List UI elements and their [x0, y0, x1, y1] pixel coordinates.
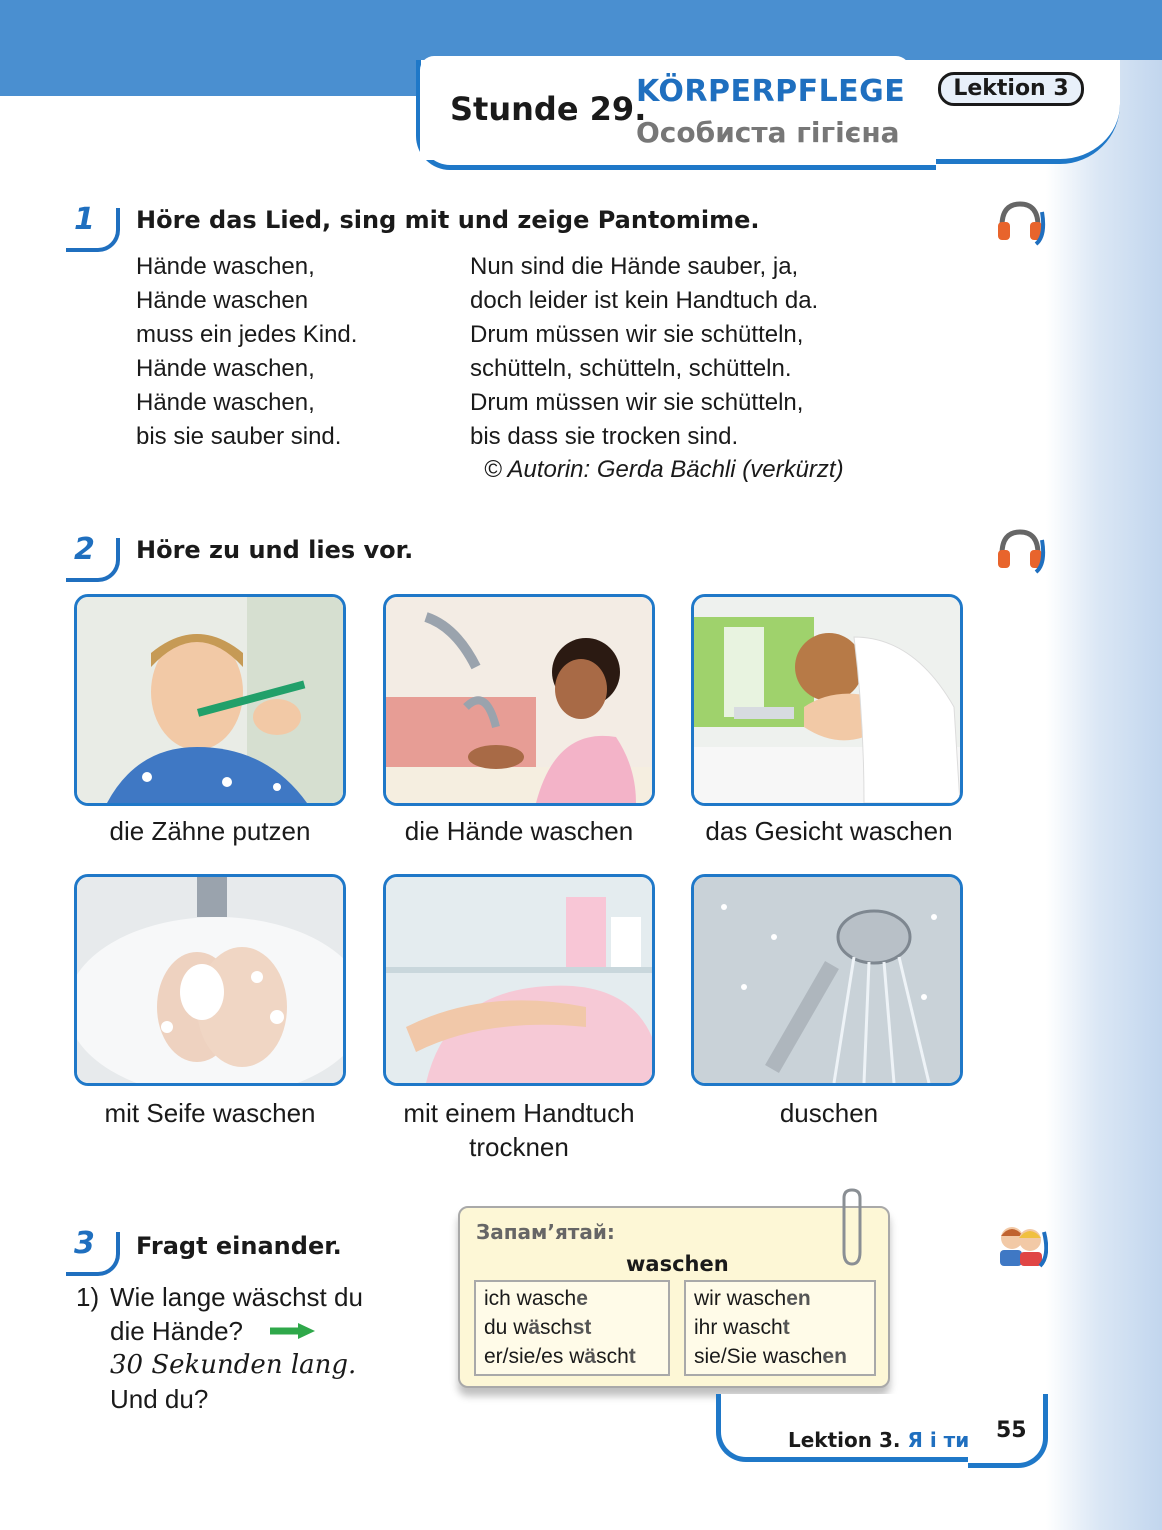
remember-title: Запам’ятай:: [476, 1220, 615, 1244]
footer-theme: Я і ти: [907, 1428, 970, 1452]
conj-stem: du w: [484, 1316, 529, 1339]
song-line: Hände waschen: [136, 287, 309, 314]
caption-handtuch-2: trocknen: [469, 1132, 569, 1162]
conj-ending: t: [782, 1316, 790, 1339]
arrow-right-icon: [268, 1322, 316, 1340]
footer-lektion: Lektion 3.: [788, 1428, 901, 1452]
answer-line: 30 Sekunden lang.: [110, 1350, 357, 1380]
top-band-right: [880, 0, 1162, 60]
photo-towel: [383, 874, 655, 1086]
side-gradient: [1046, 0, 1162, 1530]
song-line: Hände waschen,: [136, 389, 315, 416]
page-number: 55: [996, 1418, 1027, 1443]
paperclip-icon: [836, 1186, 868, 1268]
song-line: Drum müssen wir sie schütteln,: [470, 389, 804, 416]
song-line: doch leider ist kein Handtuch da.: [470, 287, 819, 314]
song-line: Hände waschen,: [136, 355, 315, 382]
headphones-icon[interactable]: [994, 524, 1046, 576]
song-line: bis dass sie trocken sind.: [470, 423, 739, 450]
conj-ending: e: [576, 1287, 588, 1310]
conj-row: [694, 1342, 866, 1371]
conj-row: [694, 1313, 866, 1342]
conj-stem: ich wasch: [484, 1287, 577, 1310]
photo-soap: [74, 874, 346, 1086]
headphones-icon[interactable]: [994, 196, 1046, 248]
conj-stem: sch: [540, 1316, 573, 1339]
task-3-instruction: Fragt einander.: [136, 1232, 342, 1260]
remember-verb: waschen: [626, 1252, 729, 1276]
song-credit: © Autorin: Gerda Bächli (verkürzt): [484, 456, 844, 483]
conj-umlaut: ä: [584, 1345, 597, 1368]
song-line: Nun sind die Hände sauber, ja,: [470, 253, 799, 280]
pair-work-icon: [994, 1216, 1048, 1270]
song-line: bis sie sauber sind.: [136, 423, 342, 450]
caption-gesicht: das Gesicht waschen: [705, 816, 953, 846]
task-number: 1: [74, 202, 95, 237]
song-column-1: [136, 250, 357, 454]
photo-brushing-teeth: [74, 594, 346, 806]
conj-ending: en: [786, 1287, 811, 1310]
conj-ending: en: [822, 1345, 847, 1368]
conj-row: [484, 1284, 660, 1313]
song-line: muss ein jedes Kind.: [136, 321, 358, 348]
song-line: schütteln, schütteln, schütteln.: [470, 355, 792, 382]
lesson-title-ua: Особиста гігієна: [636, 116, 900, 149]
task-1-badge: [66, 202, 116, 248]
conj-umlaut: ä: [528, 1316, 541, 1339]
conj-stem: er/sie/es w: [484, 1345, 585, 1368]
task-number: 2: [74, 532, 95, 567]
conj-row: [484, 1313, 660, 1342]
photo-washing-hands: [383, 594, 655, 806]
song-line: Drum müssen wir sie schütteln,: [470, 321, 804, 348]
question-number: 1): [76, 1282, 100, 1312]
song-line: Hände waschen,: [136, 253, 315, 280]
conj-stem: sie/Sie wasch: [694, 1345, 823, 1368]
photo-washing-face: [691, 594, 963, 806]
lesson-title-de: KÖRPERPFLEGE: [636, 74, 906, 109]
task-1-instruction: Höre das Lied, sing mit und zeige Pantomime.: [136, 206, 760, 234]
song-column-2: [470, 250, 818, 454]
task-number: 3: [74, 1226, 95, 1261]
conj-stem: sch: [596, 1345, 629, 1368]
caption-zaehne: die Zähne putzen: [109, 816, 311, 846]
caption-seife: mit Seife waschen: [104, 1098, 316, 1128]
task-2-instruction: Höre zu und lies vor.: [136, 536, 414, 564]
caption-handtuch-1: mit einem Handtuch: [403, 1098, 635, 1128]
question-line-1: Wie lange wäschst du: [110, 1282, 363, 1312]
task-3-badge: [66, 1226, 116, 1272]
conj-stem: wir wasch: [694, 1287, 787, 1310]
photo-shower: [691, 874, 963, 1086]
task-2-badge: [66, 532, 116, 578]
conj-row: [694, 1284, 866, 1313]
footer-text: [788, 1428, 969, 1452]
conjugation-singular: [474, 1280, 670, 1376]
lektion-tag: Lektion 3: [938, 72, 1084, 106]
question-line-2: die Hände?: [110, 1316, 243, 1346]
caption-duschen: duschen: [779, 1098, 879, 1128]
lesson-number: Stunde 29.: [450, 90, 647, 128]
answer-line-2: Und du?: [110, 1384, 209, 1414]
conj-stem: ihr wasch: [694, 1316, 783, 1339]
conj-ending: st: [572, 1316, 592, 1339]
caption-haende: die Hände waschen: [404, 816, 634, 846]
conj-row: [484, 1342, 660, 1371]
conjugation-plural: [684, 1280, 876, 1376]
conj-ending: t: [628, 1345, 636, 1368]
